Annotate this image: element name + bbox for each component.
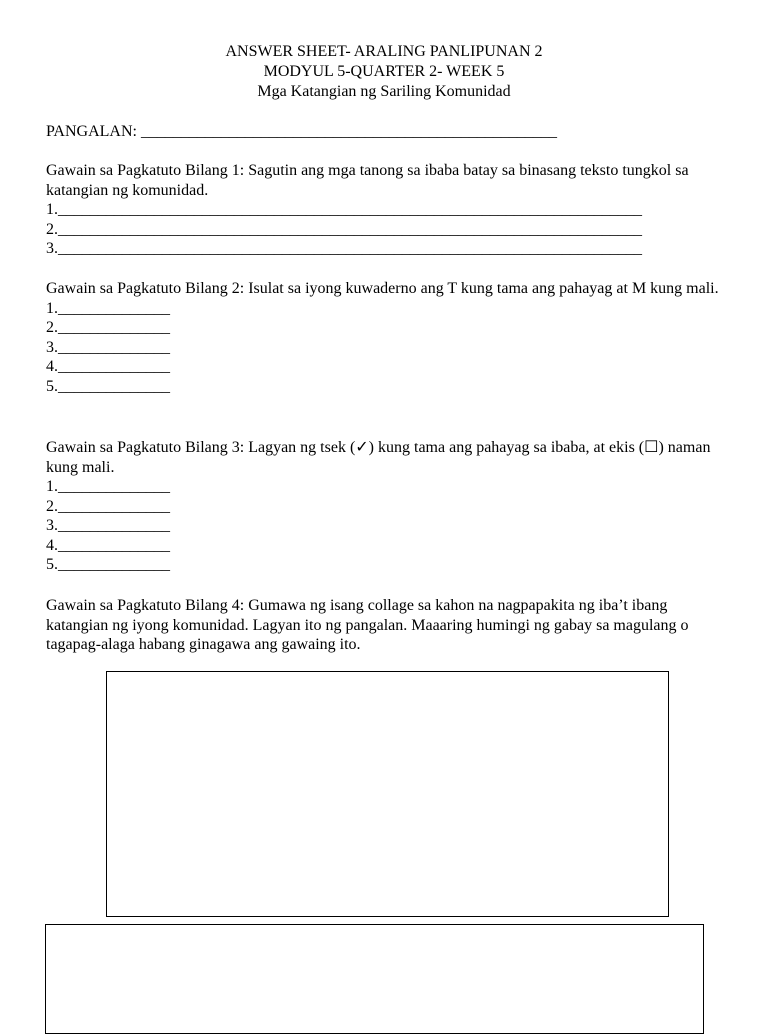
activity-3: [46, 438, 726, 575]
activity-1-instruction: Gawain sa Pagkatuto Bilang 1: Sagutin ang mga tanong sa ibaba batay sa binasang teksto tungkol sa katangian ng komunidad.: [46, 162, 689, 199]
document-header: [0, 42, 768, 102]
activity-3-instruction: Gawain sa Pagkatuto Bilang 3: Lagyan ng tsek (✓) kung tama ang pahayag sa ibaba, at ekis (☐) naman kung mali.: [46, 439, 711, 476]
header-topic: Mga Katangian ng Sariling Komunidad: [257, 83, 511, 100]
activity-4: [46, 596, 726, 655]
answer-line[interactable]: 4.______________: [46, 536, 170, 554]
answer-line[interactable]: 4.______________: [46, 358, 170, 375]
answer-line[interactable]: 3.______________: [46, 517, 170, 534]
activity-4-instruction: Gawain sa Pagkatuto Bilang 4: Gumawa ng isang collage sa kahon na nagpapakita ng iba’t ibang katangian ng iyong komunidad. Lagyan ito ng pangalan. Maaaring humingi ng gabay sa magulang o tagapag-alaga habang ginagawa ang gawaing ito.: [46, 597, 689, 653]
answer-line[interactable]: 3.______________: [46, 338, 170, 356]
activity-1: [46, 161, 726, 259]
answer-line[interactable]: 1._________________________________________________________________________: [46, 201, 642, 218]
name-field: [46, 122, 557, 142]
answer-line[interactable]: 2._________________________________________________________________________: [46, 220, 642, 238]
header-module: MODYUL 5-QUARTER 2- WEEK 5: [263, 63, 505, 80]
answer-line[interactable]: 3._________________________________________________________________________: [46, 240, 642, 257]
answer-line[interactable]: 5.______________: [46, 556, 170, 573]
answer-line[interactable]: 5.______________: [46, 377, 170, 395]
name-blank[interactable]: ____________________________________________________: [140, 123, 557, 140]
name-label: PANGALAN:: [46, 123, 137, 140]
second-answer-box[interactable]: [45, 924, 704, 1034]
answer-line[interactable]: 1.______________: [46, 299, 170, 317]
header-title: ANSWER SHEET- ARALING PANLIPUNAN 2: [225, 43, 543, 60]
answer-line[interactable]: 2.______________: [46, 497, 170, 515]
answer-line[interactable]: 2.______________: [46, 319, 170, 336]
answer-line[interactable]: 1.______________: [46, 478, 170, 495]
activity-2-instruction: Gawain sa Pagkatuto Bilang 2: Isulat sa iyong kuwaderno ang T kung tama ang pahayag at M kung mali.: [46, 280, 719, 297]
activity-2: [46, 279, 726, 396]
collage-box[interactable]: [106, 671, 669, 917]
